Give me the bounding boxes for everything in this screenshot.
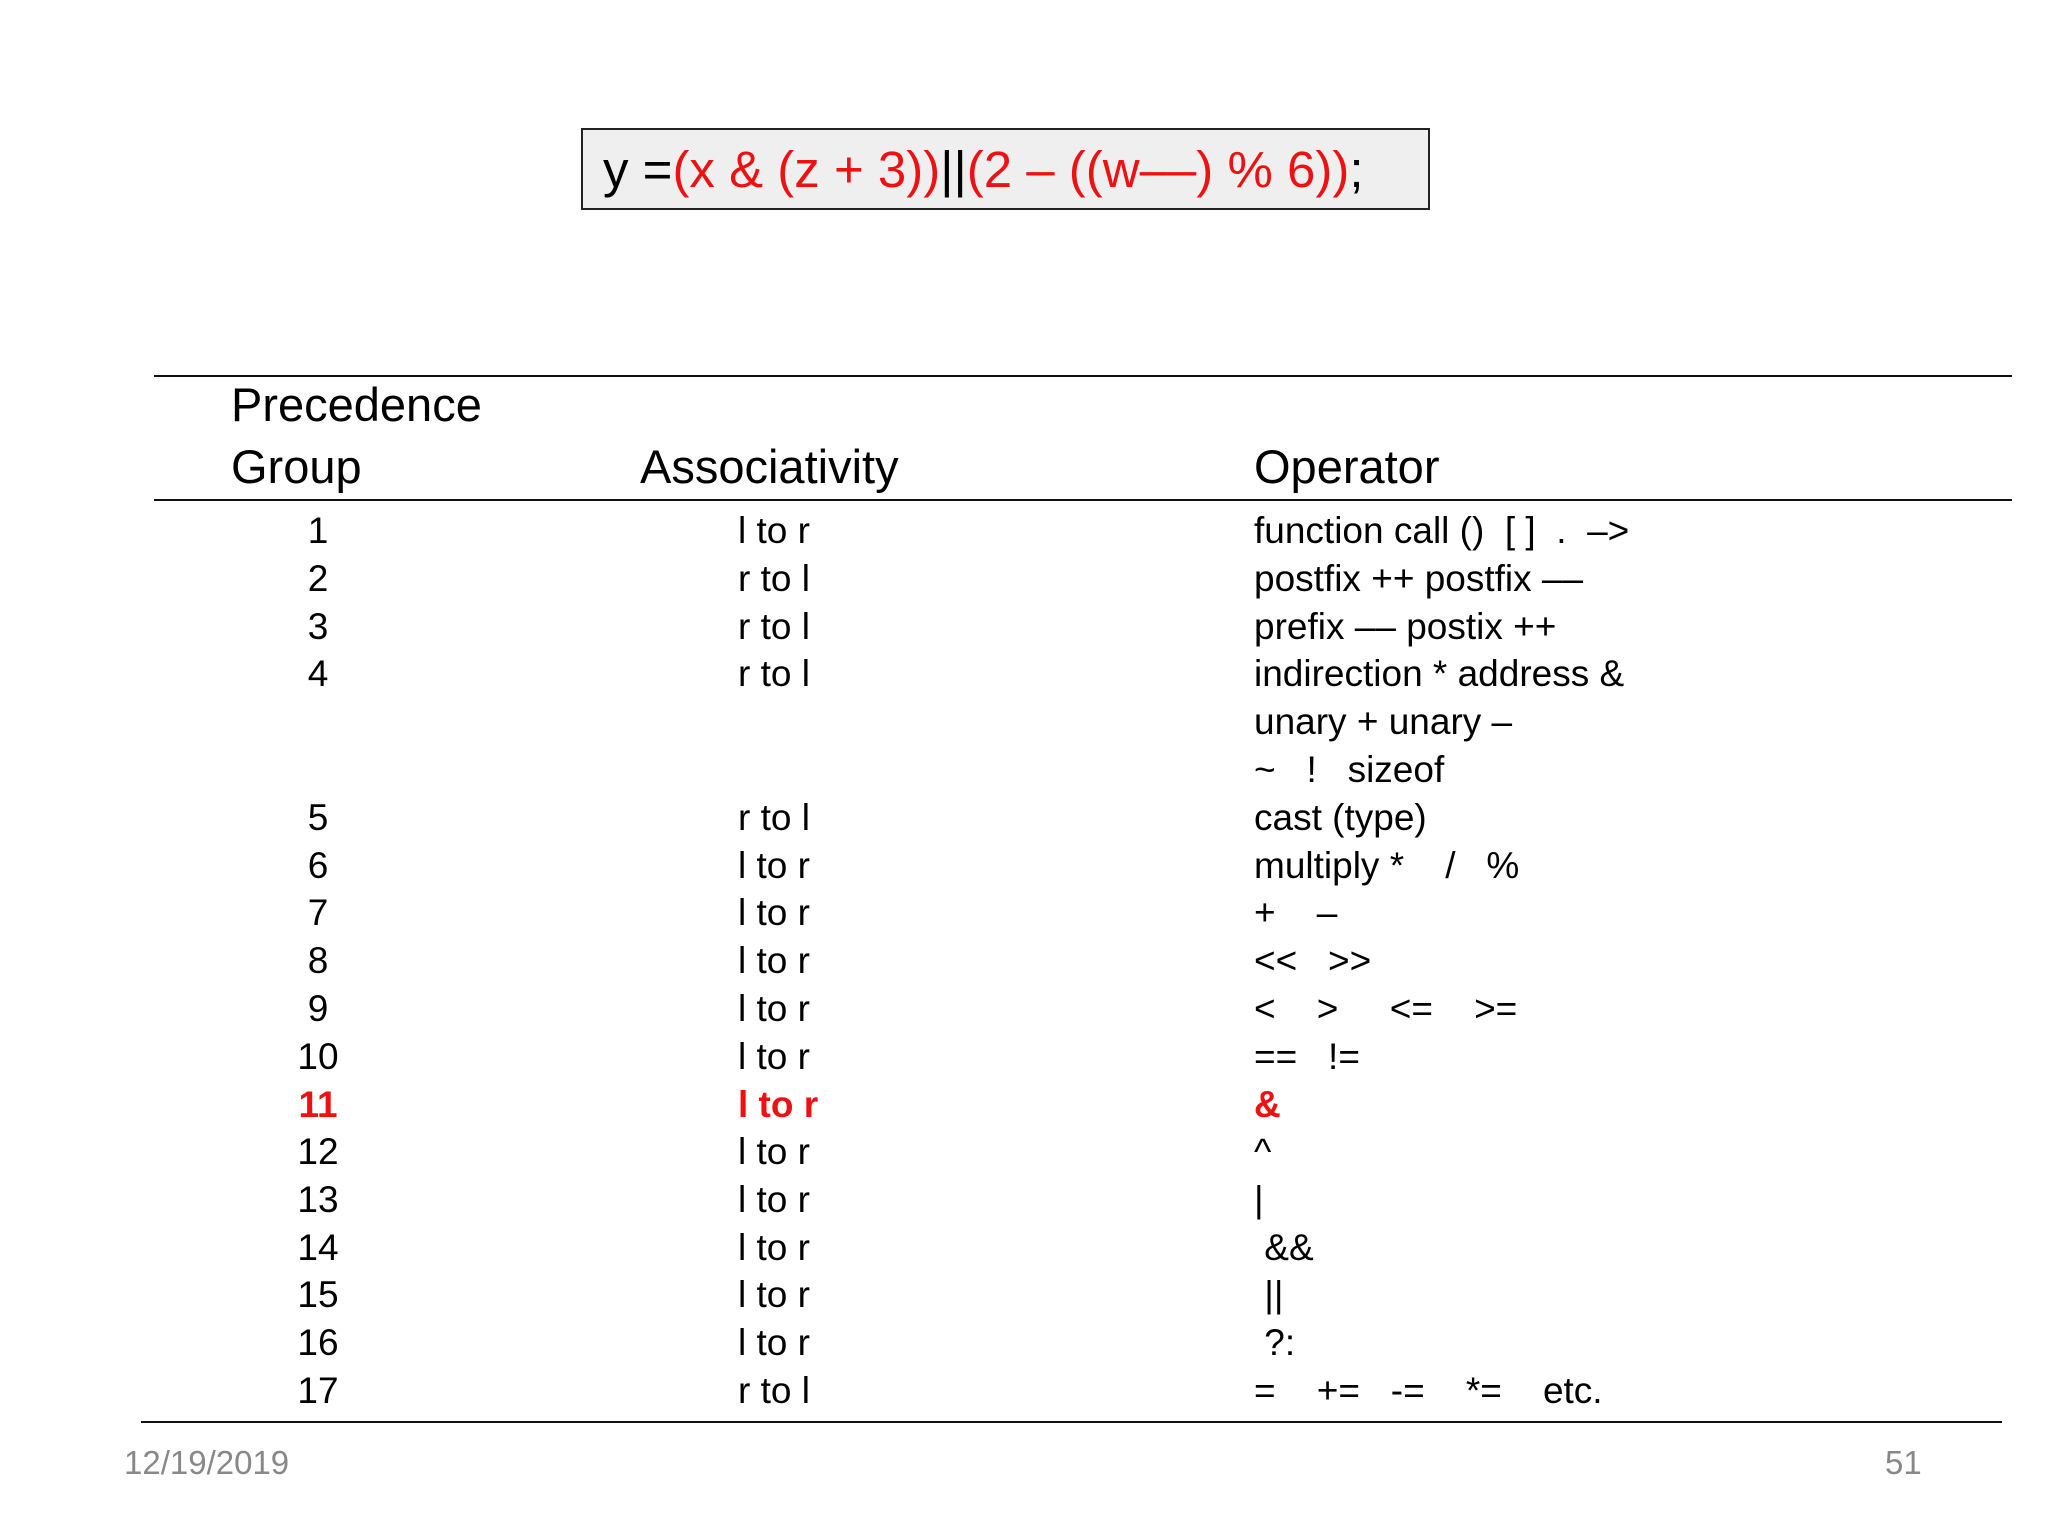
operator-cell: cast (type) xyxy=(1254,797,1427,838)
expression-box xyxy=(581,128,1430,210)
associativity-cell: r to l xyxy=(738,653,810,694)
associativity-cell: l to r xyxy=(738,1274,810,1315)
expression-right-group: (2 – ((w––) % 6)) xyxy=(966,140,1350,198)
precedence-group-cell: 2 xyxy=(307,558,329,599)
operator-cell: + – xyxy=(1254,892,1338,933)
operator-cell: || xyxy=(1254,1274,1284,1315)
header-associativity: Associativity xyxy=(640,440,899,493)
footer-date: 12/19/2019 xyxy=(124,1444,290,1481)
precedence-group-cell: 5 xyxy=(307,797,329,838)
associativity-cell: l to r xyxy=(738,1084,819,1125)
associativity-cell: l to r xyxy=(738,1179,810,1220)
header-group-line: Group xyxy=(231,440,362,493)
expression-left-group: (x & (z + 3)) xyxy=(672,140,941,198)
operator-cell: postfix ++ postfix –– xyxy=(1254,558,1584,599)
precedence-group-cell: 13 xyxy=(297,1179,339,1220)
associativity-cell: r to l xyxy=(738,558,810,599)
footer-page-number: 51 xyxy=(1885,1444,1922,1481)
header-operator: Operator xyxy=(1254,440,1440,493)
operator-cell: | xyxy=(1254,1179,1264,1220)
operator-cell: multiply * / % xyxy=(1254,845,1520,886)
associativity-cell: l to r xyxy=(738,892,810,933)
operator-cell: ~ ! sizeof xyxy=(1254,749,1445,790)
associativity-cell: r to l xyxy=(738,1370,810,1411)
operator-cell: ^ xyxy=(1254,1131,1272,1172)
table-bottom-rule xyxy=(141,1421,2002,1423)
precedence-group-cell: 6 xyxy=(307,845,329,886)
precedence-group-cell: 3 xyxy=(307,606,329,647)
header-precedence-group xyxy=(231,374,482,498)
expression-semicolon: ; xyxy=(1349,140,1364,198)
expression-assign: y = xyxy=(603,140,673,198)
precedence-group-cell: 12 xyxy=(297,1131,339,1172)
precedence-group-cell: 15 xyxy=(297,1274,339,1315)
operator-cell: function call () [ ] . –> xyxy=(1254,510,1630,551)
header-precedence-line: Precedence xyxy=(231,378,482,431)
associativity-cell: l to r xyxy=(738,1131,810,1172)
precedence-group-cell: 10 xyxy=(297,1036,339,1077)
operator-cell: = += -= *= etc. xyxy=(1254,1370,1603,1411)
operator-cell: unary + unary – xyxy=(1254,701,1513,742)
operator-cell: indirection * address & xyxy=(1254,653,1625,694)
operator-cell: && xyxy=(1254,1227,1314,1268)
associativity-cell: r to l xyxy=(738,606,810,647)
operator-cell: prefix –– postix ++ xyxy=(1254,606,1557,647)
operator-cell: & xyxy=(1254,1084,1281,1125)
table-header-rule xyxy=(154,499,2012,501)
associativity-cell: l to r xyxy=(738,988,810,1029)
operator-cell: << >> xyxy=(1254,940,1372,981)
operator-cell: == != xyxy=(1254,1036,1360,1077)
associativity-cell: l to r xyxy=(738,845,810,886)
associativity-cell: r to l xyxy=(738,797,810,838)
precedence-group-cell: 8 xyxy=(307,940,329,981)
precedence-group-cell: 11 xyxy=(298,1084,338,1125)
precedence-group-cell: 14 xyxy=(297,1227,339,1268)
operator-cell: < > <= >= xyxy=(1254,988,1518,1029)
associativity-cell: l to r xyxy=(738,1322,810,1363)
associativity-cell: l to r xyxy=(738,940,810,981)
associativity-cell: l to r xyxy=(738,1227,810,1268)
associativity-cell: l to r xyxy=(738,1036,810,1077)
precedence-group-cell: 7 xyxy=(307,892,329,933)
precedence-group-cell: 9 xyxy=(307,988,329,1029)
expression-or-operator: || xyxy=(940,140,967,198)
precedence-group-cell: 4 xyxy=(307,653,329,694)
precedence-group-cell: 17 xyxy=(297,1370,339,1411)
operator-cell: ?: xyxy=(1254,1322,1296,1363)
precedence-group-cell: 16 xyxy=(297,1322,339,1363)
associativity-cell: l to r xyxy=(738,510,810,551)
precedence-group-cell: 1 xyxy=(307,510,329,551)
